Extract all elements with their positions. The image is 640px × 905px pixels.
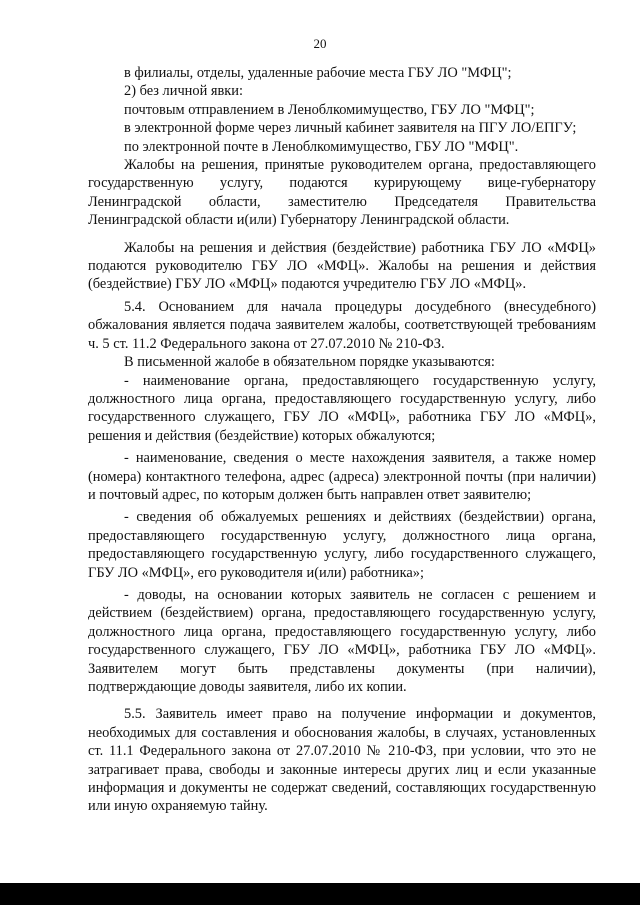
paragraph-email: по электронной почте в Леноблкомимущество, ГБУ ЛО "МФЦ". (124, 138, 519, 155)
page-number: 20 (313, 36, 327, 51)
paragraph-without-visit: 2) без личной явки: (124, 83, 243, 100)
list-item-arguments: - доводы, на основании которых заявитель не согласен с решением и действием (бездействием) органа, предоставляющего государственную услугу, должностного лица органа, предоставляющего государственную услугу, либо государственного служащего, ГБУ ЛО «МФЦ», работника ГБУ ЛО «МФЦ». Заявителем могут быть представлены документы (при наличии), подтверждающие доводы заявителя, либо их копии. (88, 586, 596, 695)
paragraph-5-4: 5.4. Основанием для начала процедуры досудебного (внесудебного) обжалования является подача заявителем жалобы, соответствующей требованиям ч. 5 ст. 11.2 Федерального закона от 27.07.2010 № 210-ФЗ. (88, 298, 596, 352)
list-item-organ-name: - наименование органа, предоставляющего государственную услугу, должностного лица органа, предоставляющего государственную услугу, либо государственного служащего, ГБУ ЛО «МФЦ», работника ГБУ ЛО «МФЦ», решения и действия (бездействие) которых обжалуются; (88, 372, 596, 444)
paragraph-complaints-head: Жалобы на решения, принятые руководителем органа, предоставляющего государственную услугу, подаются курирующему вице-губернатору Ленинградской области, заместителю Председателя Правительства Ленинградской области и(или) Губернатору Ленинградской области. (88, 157, 596, 229)
paragraph-5-5: 5.5. Заявитель имеет право на получение информации и документов, необходимых для составления и обоснования жалобы, в случаях, установленных ст. 11.1 Федерального закона от 27.07.2010 № 210-ФЗ, при условии, что это не затрагивает права, свободы и законные интересы других лиц и если указанные информация и документы не содержат сведений, составляющих государственную или иную охраняемую тайну. (88, 706, 596, 815)
paragraph-complaints-mfc: Жалобы на решения и действия (бездействие) работника ГБУ ЛО «МФЦ» подаются руководителю ГБУ ЛО «МФЦ». Жалобы на решения и действия (бездействие) ГБУ ЛО «МФЦ» подаются учредителю ГБУ ЛО «МФЦ». (88, 239, 596, 293)
document-body (88, 64, 596, 816)
paragraph-branches: в филиалы, отделы, удаленные рабочие места ГБУ ЛО "МФЦ"; (124, 65, 512, 81)
paragraph-postal: почтовым отправлением в Леноблкомимущество, ГБУ ЛО "МФЦ"; (124, 101, 535, 118)
list-item-decisions: - сведения об обжалуемых решениях и действиях (бездействии) органа, предоставляющего государственную услугу, должностного лица органа, предоставляющего государственную услугу, либо государственного служащего, ГБУ ЛО «МФЦ», его руководителя и(или) работника»; (88, 509, 596, 581)
paragraph-written-complaint: В письменной жалобе в обязательном порядке указываются: (124, 354, 495, 371)
list-item-applicant-info: - наименование, сведения о месте нахождения заявителя, а также номер (номера) контактного телефона, адрес (адреса) электронной почты (при наличии) и почтовый адрес, по которым должен быть направлен ответ заявителю; (88, 450, 596, 503)
scan-border (0, 883, 640, 905)
paragraph-electronic-form: в электронной форме через личный кабинет заявителя на ПГУ ЛО/ЕПГУ; (124, 120, 577, 137)
